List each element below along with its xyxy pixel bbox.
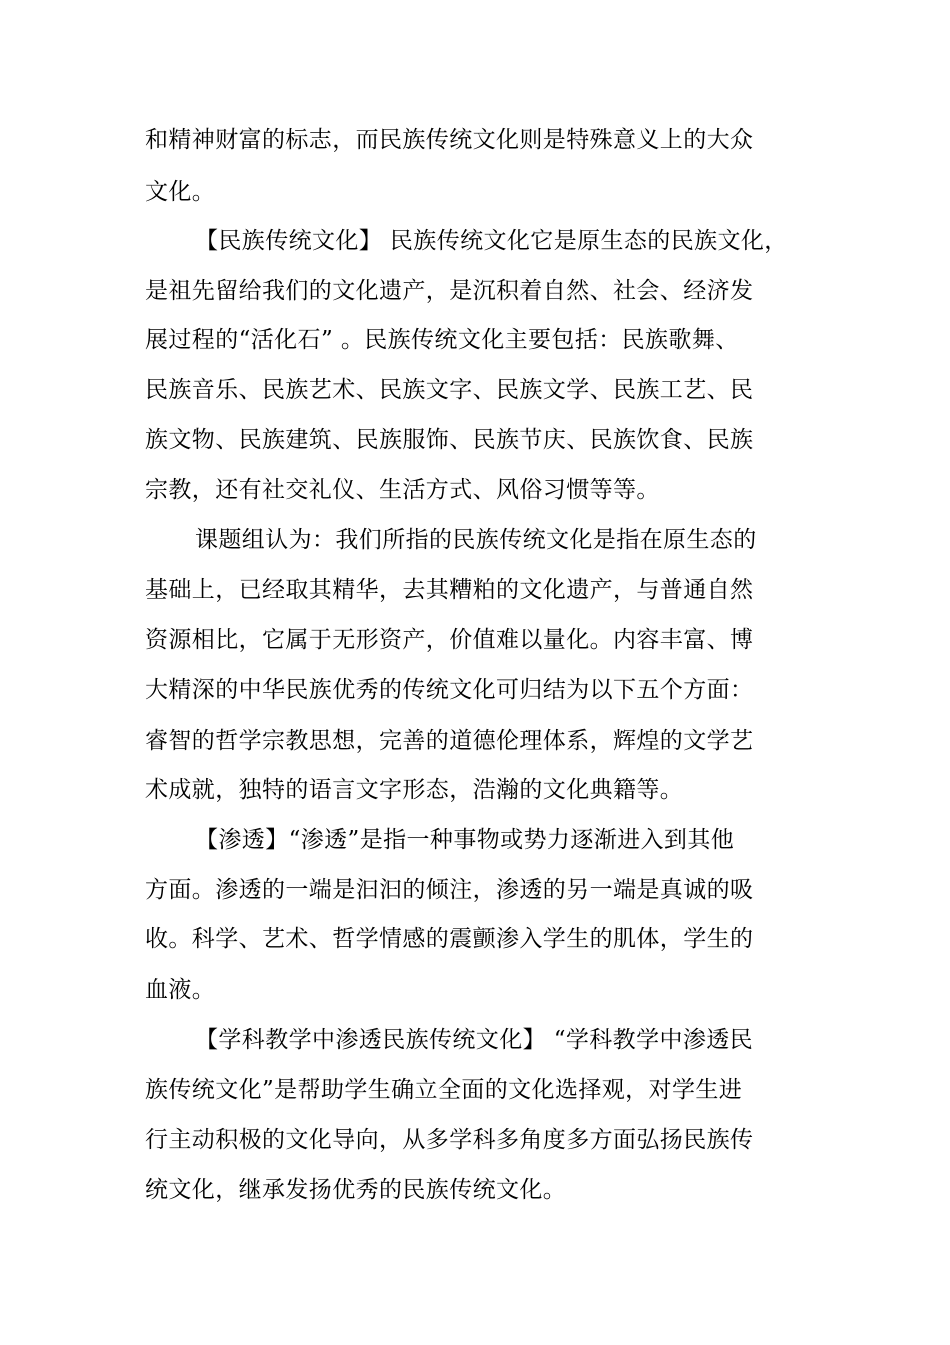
text-line: 【民族传统文化】 民族传统文化它是原生态的民族文化， bbox=[195, 228, 788, 254]
text-line: 资源相比，它属于无形资产，价值难以量化。内容丰富、博 bbox=[145, 627, 754, 653]
text-line: 【渗透】“渗透”是指一种事物或势力逐渐进入到其他 bbox=[195, 827, 735, 853]
text-line: 基础上，已经取其精华，去其糟粕的文化遗产，与普通自然 bbox=[145, 577, 754, 603]
text-line: 族文物、民族建筑、民族服饰、民族节庆、民族饮食、民族 bbox=[145, 427, 754, 453]
text-line: 是祖先留给我们的文化遗产，是沉积着自然、社会、经济发 bbox=[145, 278, 754, 304]
text-line: 收。科学、艺术、哲学情感的震颤渗入学生的肌体，学生的 bbox=[145, 926, 754, 952]
text-line: 睿智的哲学宗教思想，完善的道德伦理体系，辉煌的文学艺 bbox=[145, 728, 754, 754]
text-line: 族传统文化”是帮助学生确立全面的文化选择观，对学生进 bbox=[145, 1077, 743, 1103]
text-line: 血液。 bbox=[145, 977, 216, 1003]
text-line: 大精深的中华民族优秀的传统文化可归结为以下五个方面： bbox=[145, 677, 754, 703]
text-line: 宗教，还有社交礼仪、生活方式、风俗习惯等等。 bbox=[145, 477, 660, 503]
text-line: 行主动积极的文化导向，从多学科多角度多方面弘扬民族传 bbox=[145, 1127, 754, 1153]
text-line: 文化。 bbox=[145, 179, 216, 205]
text-line: 课题组认为：我们所指的民族传统文化是指在原生态的 bbox=[195, 527, 757, 553]
text-line: 和精神财富的标志，而民族传统文化则是特殊意义上的大众 bbox=[145, 127, 754, 153]
text-line: 民族音乐、民族艺术、民族文字、民族文学、民族工艺、民 bbox=[145, 377, 754, 403]
text-line: 术成就，独特的语言文字形态，浩瀚的文化典籍等。 bbox=[145, 777, 684, 803]
text-line: 方面。渗透的一端是汩汩的倾注，渗透的另一端是真诚的吸 bbox=[145, 877, 754, 903]
text-line: 【学科教学中渗透民族传统文化】 “学科教学中渗透民 bbox=[195, 1027, 754, 1053]
text-line: 统文化，继承发扬优秀的民族传统文化。 bbox=[145, 1177, 567, 1203]
text-line: 展过程的“活化石” 。民族传统文化主要包括：民族歌舞、 bbox=[145, 327, 739, 353]
